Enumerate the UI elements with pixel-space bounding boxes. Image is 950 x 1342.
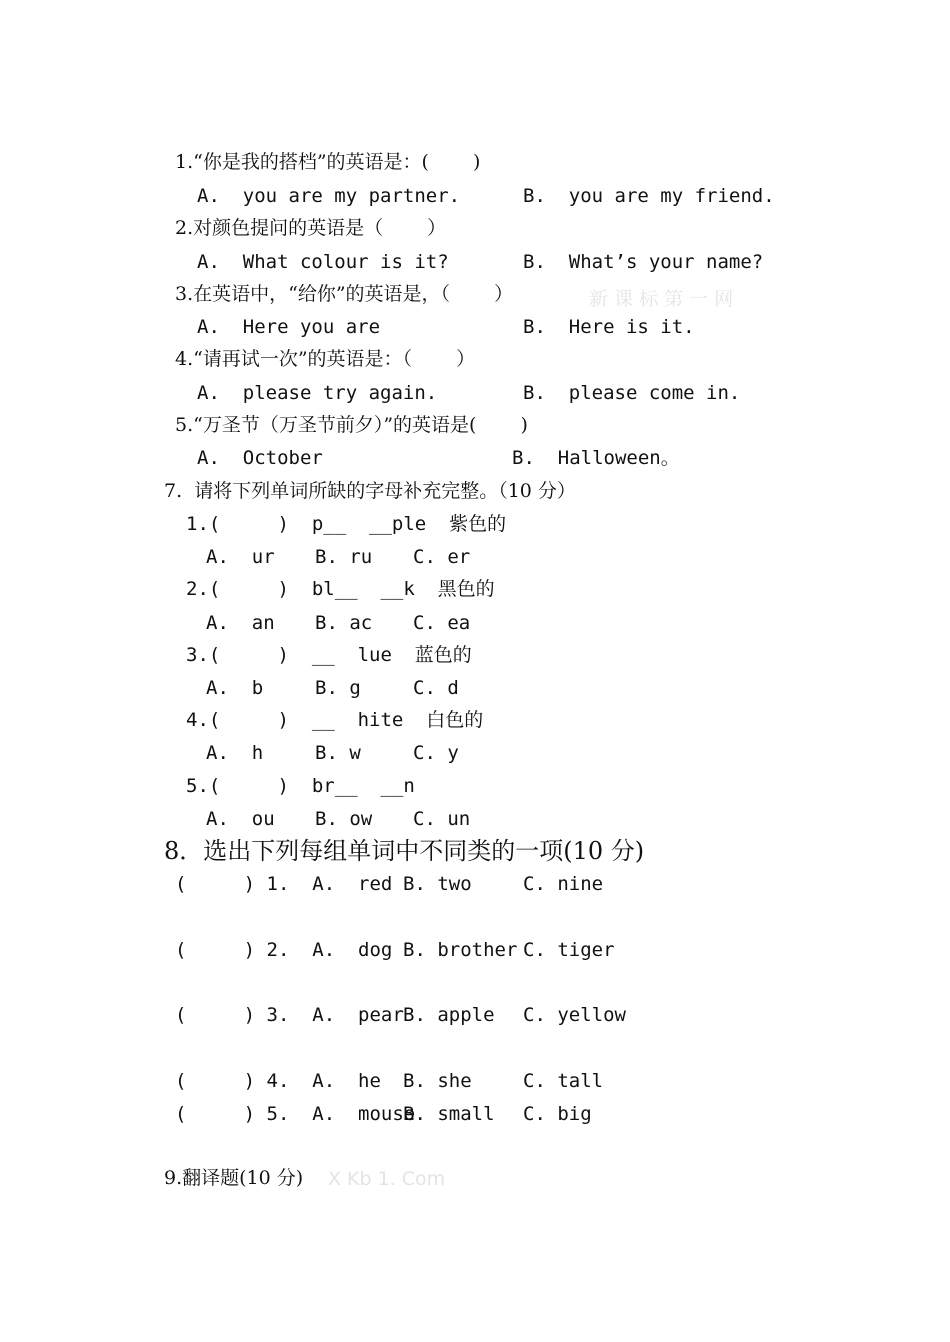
- spelling-3-option-b: B. g: [315, 677, 361, 699]
- odd-one-3-c: C. yellow: [523, 1004, 626, 1026]
- spelling-1-option-a: A. ur: [206, 546, 275, 568]
- spelling-5-option-a: A. ou: [206, 808, 275, 830]
- spelling-2-option-a: A. an: [206, 612, 275, 634]
- spelling-4-stem: 4.( ) __ hite 白色的: [186, 709, 484, 731]
- question-5-option-b: B. Halloween。: [512, 447, 680, 469]
- section-7-heading: 7. 请将下列单词所缺的字母补充完整。（10 分）: [164, 480, 576, 502]
- watermark-xinkebiao: 新 课 标 第 一 网: [589, 288, 734, 310]
- spelling-5-option-c: C. un: [413, 808, 471, 830]
- spelling-2-option-b: B. ac: [315, 612, 373, 634]
- question-4-option-b: B. please come in.: [523, 382, 741, 404]
- question-2-option-b: B. What’s your name?: [523, 251, 764, 273]
- question-4-stem: 4.“请再试一次”的英语是：（ ）: [175, 348, 476, 370]
- question-2-stem: 2.对颜色提问的英语是（ ）: [175, 217, 447, 239]
- odd-one-2-b: B. brother: [403, 939, 518, 961]
- odd-one-1-c: C. nine: [523, 873, 604, 895]
- spelling-1-option-b: B. ru: [315, 546, 373, 568]
- spelling-5-stem: 5.( ) br__ __n: [186, 775, 415, 797]
- spelling-4-option-a: A. h: [206, 742, 264, 764]
- watermark-xkb1: X Kb 1. Com: [328, 1168, 446, 1190]
- question-3-option-a: A. Here you are: [197, 316, 381, 338]
- odd-one-1-b: B. two: [403, 873, 472, 895]
- odd-one-1-a: ( ) 1. A. red: [175, 873, 393, 895]
- spelling-4-option-c: C. y: [413, 742, 459, 764]
- question-2-option-a: A. What colour is it?: [197, 251, 449, 273]
- spelling-3-stem: 3.( ) __ lue 蓝色的: [186, 644, 472, 666]
- odd-one-3-a: ( ) 3. A. pear: [175, 1004, 404, 1026]
- section-8-heading: 8．选出下列每组单词中不同类的一项(10 分): [164, 837, 645, 865]
- odd-one-2-c: C. tiger: [523, 939, 615, 961]
- spelling-1-stem: 1.( ) p__ __ple 紫色的: [186, 513, 507, 535]
- odd-one-2-a: ( ) 2. A. dog: [175, 939, 393, 961]
- question-5-option-a: A. October: [197, 447, 323, 469]
- question-1-stem: 1.“你是我的搭档”的英语是：( ): [175, 151, 481, 173]
- question-3-option-b: B. Here is it.: [523, 316, 695, 338]
- spelling-3-option-a: A. b: [206, 677, 264, 699]
- spelling-2-option-c: C. ea: [413, 612, 471, 634]
- question-5-stem: 5.“万圣节（万圣节前夕）”的英语是( ): [175, 414, 528, 436]
- odd-one-5-b: B. small: [403, 1103, 495, 1125]
- odd-one-4-b: B. she: [403, 1070, 472, 1092]
- question-1-option-a: A. you are my partner.: [197, 185, 461, 207]
- spelling-4-option-b: B. w: [315, 742, 361, 764]
- section-9-heading: 9.翻译题(10 分): [164, 1167, 304, 1189]
- spelling-2-stem: 2.( ) bl__ __k 黑色的: [186, 578, 495, 600]
- odd-one-3-b: B. apple: [403, 1004, 495, 1026]
- spelling-1-option-c: C. er: [413, 546, 471, 568]
- odd-one-4-a: ( ) 4. A. he: [175, 1070, 381, 1092]
- question-1-option-b: B. you are my friend.: [523, 185, 775, 207]
- question-4-option-a: A. please try again.: [197, 382, 438, 404]
- question-3-stem: 3.在英语中，“给你”的英语是，（ ）: [175, 283, 514, 305]
- spelling-3-option-c: C. d: [413, 677, 459, 699]
- spelling-5-option-b: B. ow: [315, 808, 373, 830]
- odd-one-5-c: C. big: [523, 1103, 592, 1125]
- odd-one-5-a: ( ) 5. A. mouse: [175, 1103, 416, 1125]
- odd-one-4-c: C. tall: [523, 1070, 604, 1092]
